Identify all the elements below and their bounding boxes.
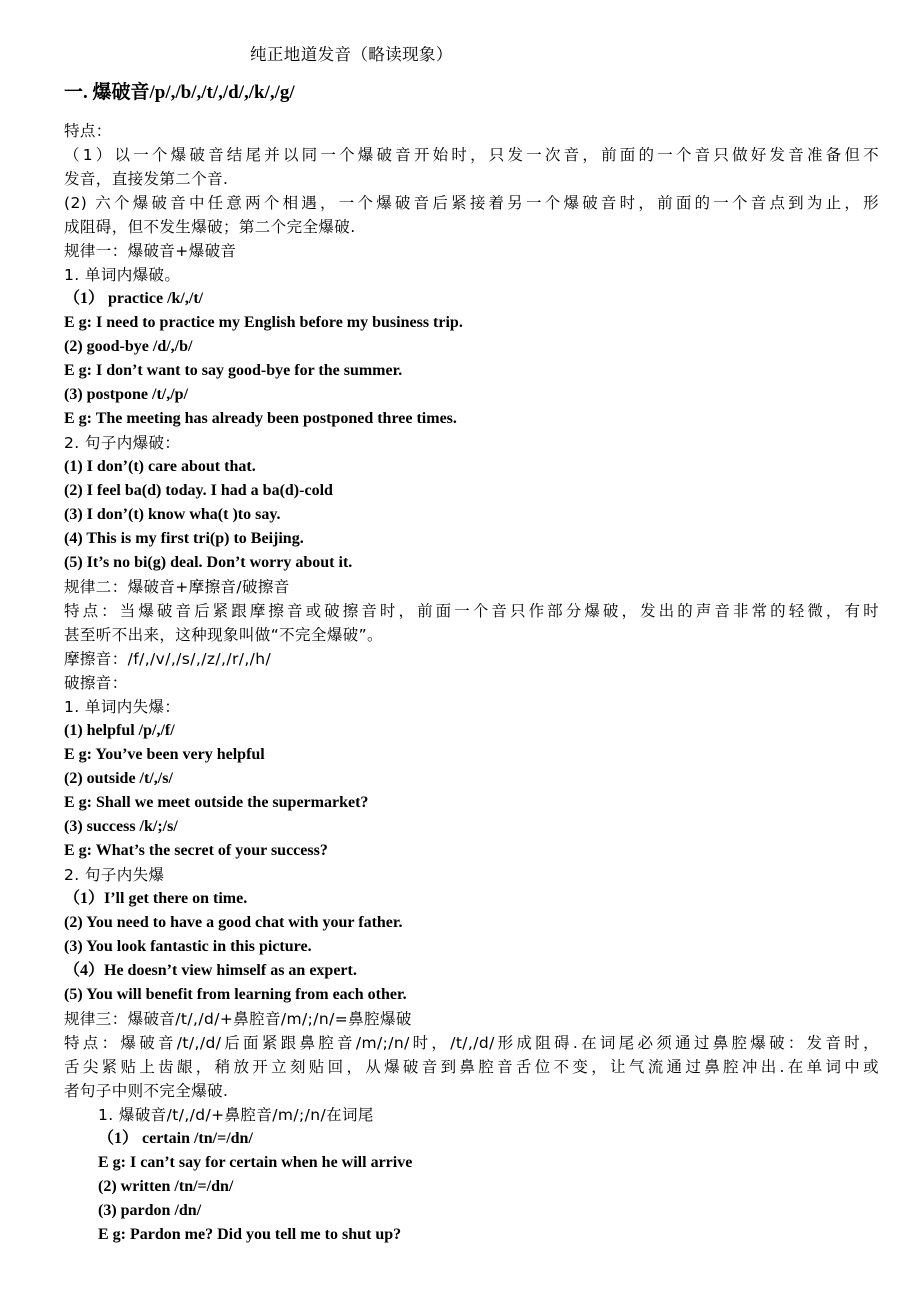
text-line: (2) good-bye /d/,/b/ bbox=[64, 338, 193, 355]
text-line: （1） certain /tn/=/dn/ bbox=[98, 1130, 253, 1147]
text-line: (2) outside /t/,/s/ bbox=[64, 770, 173, 787]
example-line: E g: I can’t say for certain when he will arrive bbox=[98, 1154, 413, 1171]
rule-heading: 规律一：爆破音+爆破音 bbox=[64, 242, 237, 260]
text-line: 者句子中则不完全爆破. bbox=[64, 1082, 229, 1100]
example-line: (4) This is my first tri(p) to Beijing. bbox=[64, 530, 304, 547]
text-line: 特点：当爆破音后紧跟摩擦音或破擦音时，前面一个音只作部分爆破，发出的声音非常的轻微，有时 bbox=[64, 602, 879, 620]
example-line: E g: I don’t want to say good-bye for the summer. bbox=[64, 362, 403, 379]
text-line: 特点：爆破音/t/,/d/后面紧跟鼻腔音/m/;/n/时，/t/,/d/形成阻碍.在词尾必须通过鼻腔爆破：发音时， bbox=[64, 1034, 879, 1052]
text-line: (1) helpful /p/,/f/ bbox=[64, 722, 175, 739]
text-line: (3) success /k/;/s/ bbox=[64, 818, 178, 835]
example-line: （1）I’ll get there on time. bbox=[64, 890, 248, 907]
text-line: (2) 六个爆破音中任意两个相遇，一个爆破音后紧接着另一个爆破音时，前面的一个音点到为止，形 bbox=[64, 194, 879, 212]
example-line: E g: What’s the secret of your success? bbox=[64, 842, 328, 859]
text-line: 2. 句子内失爆 bbox=[64, 866, 165, 884]
text-line: （1） practice /k/,/t/ bbox=[64, 290, 204, 307]
example-line: E g: You’ve been very helpful bbox=[64, 746, 265, 763]
text-line: 发音，直接发第二个音. bbox=[64, 170, 229, 188]
text-line: (3) postpone /t/,/p/ bbox=[64, 386, 189, 403]
example-line: (1) I don’(t) care about that. bbox=[64, 458, 256, 475]
example-line: (5) It’s no bi(g) deal. Don’t worry about it. bbox=[64, 554, 353, 571]
rule-heading: 规律二：爆破音+摩擦音/破擦音 bbox=[64, 578, 290, 596]
text-line: 舌尖紧贴上齿龈，稍放开立刻贴回，从爆破音到鼻腔音舌位不变，让气流通过鼻腔冲出.在单词中或 bbox=[64, 1058, 879, 1076]
text-line: 1. 单词内爆破。 bbox=[64, 266, 181, 284]
doc-title: 纯正地道发音（略读现象） bbox=[250, 45, 453, 64]
text-line: (3) pardon /dn/ bbox=[98, 1202, 202, 1219]
example-line: (5) You will benefit from learning from each other. bbox=[64, 986, 407, 1003]
example-line: E g: Pardon me? Did you tell me to shut up? bbox=[98, 1226, 402, 1243]
text-line: 2. 句子内爆破： bbox=[64, 434, 181, 452]
text-line: 1. 单词内失爆： bbox=[64, 698, 181, 716]
text-line: 摩擦音：/f/,/v/,/s/,/z/,/r/,/h/ bbox=[64, 650, 272, 668]
example-line: (3) I don’(t) know wha(t )to say. bbox=[64, 506, 281, 523]
example-line: E g: Shall we meet outside the supermarket? bbox=[64, 794, 369, 811]
example-line: E g: I need to practice my English before my business trip. bbox=[64, 314, 463, 331]
rule-heading: 规律三：爆破音/t/,/d/+鼻腔音/m/;/n/=鼻腔爆破 bbox=[64, 1010, 412, 1028]
example-line: (2) You need to have a good chat with your father. bbox=[64, 914, 403, 931]
section-heading: 一. 爆破音/p/,/b/,/t/,/d/,/k/,/g/ bbox=[64, 82, 295, 103]
example-line: （4）He doesn’t view himself as an expert. bbox=[64, 962, 357, 979]
example-line: (2) I feel ba(d) today. I had a ba(d)-cold bbox=[64, 482, 333, 499]
text-line: 破擦音： bbox=[64, 674, 128, 692]
text-line: (2) written /tn/=/dn/ bbox=[98, 1178, 234, 1195]
text-line: 1. 爆破音/t/,/d/+鼻腔音/m/;/n/在词尾 bbox=[98, 1106, 374, 1124]
text-line: （1）以一个爆破音结尾并以同一个爆破音开始时，只发一次音，前面的一个音只做好发音准备但不 bbox=[64, 146, 879, 164]
text-line: 成阻碍，但不发生爆破；第二个完全爆破. bbox=[64, 218, 356, 236]
text-line: 特点： bbox=[64, 122, 112, 140]
text-line: 甚至听不出来，这种现象叫做“不完全爆破”。 bbox=[64, 626, 383, 644]
example-line: E g: The meeting has already been postponed three times. bbox=[64, 410, 457, 427]
example-line: (3) You look fantastic in this picture. bbox=[64, 938, 312, 955]
